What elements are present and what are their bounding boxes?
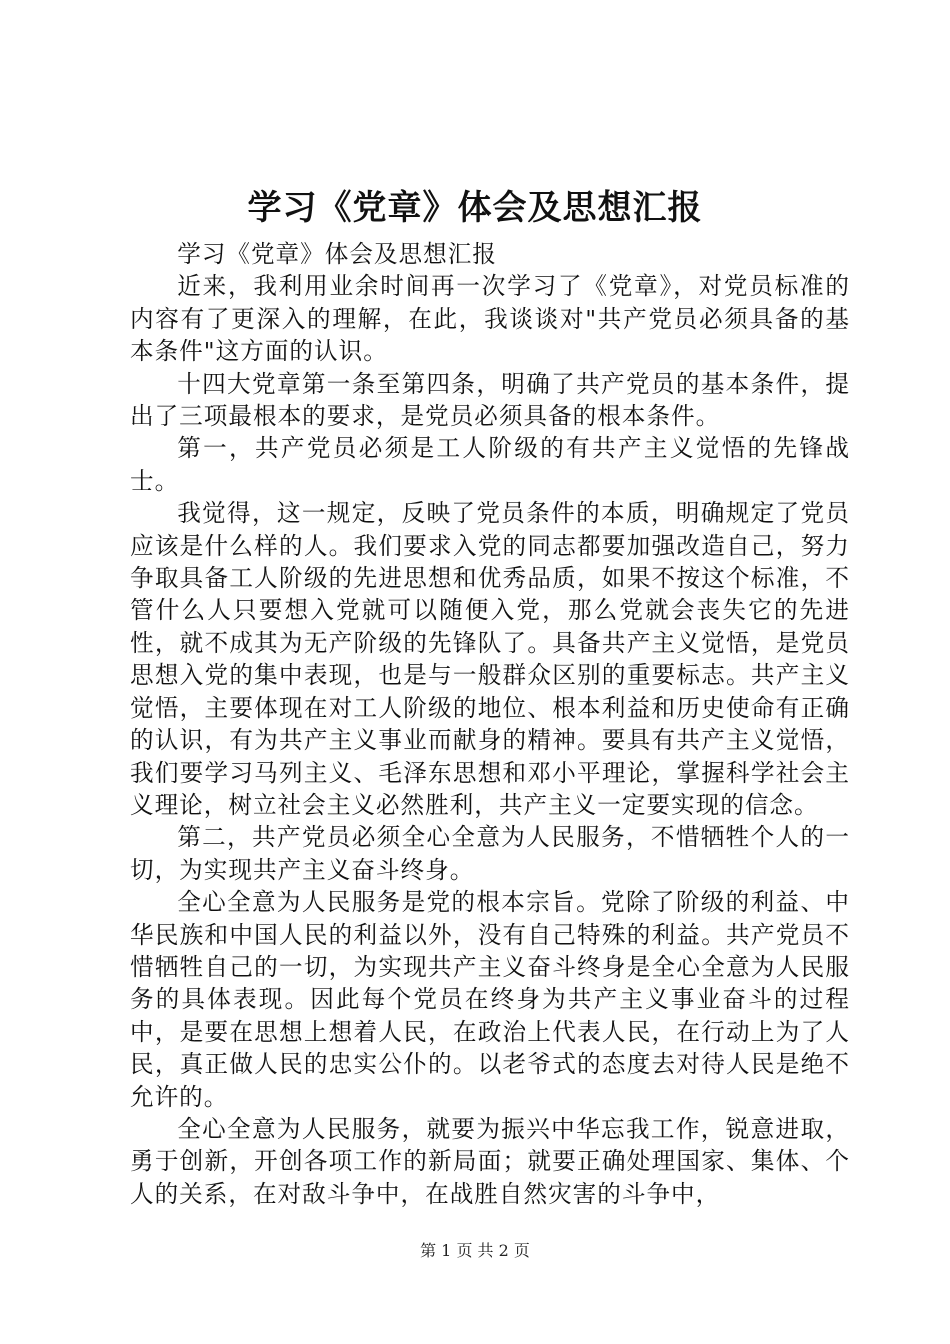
paragraph-point-two: 第二，共产党员必须全心全意为人民服务，不惜牺牲个人的一切，为实现共产主义奋斗终身。	[130, 823, 850, 884]
document-body	[130, 238, 850, 1210]
paragraph-point-one: 第一，共产党员必须是工人阶级的有共产主义觉悟的先锋战士。	[130, 434, 850, 495]
paragraph-point-two-discussion: 全心全意为人民服务是党的根本宗旨。党除了阶级的利益、中华民族和中国人民的利益以外，没有自己特殊的利益。共产党员不惜牺牲自己的一切，为实现共产主义奋斗终身是全心全意为人民服务的具体表现。因此每个党员在终身为共产主义事业奋斗的过程中，是要在思想上想着人民，在政治上代表人民，在行动上为了人民，真正做人民的忠实公仆的。以老爷式的态度去对待人民是绝不允许的。	[130, 888, 850, 1111]
paragraph-intro: 近来，我利用业余时间再一次学习了《党章》，对党员标准的内容有了更深入的理解，在此，我谈谈对"共产党员必须具备的基本条件"这方面的认识。	[130, 272, 850, 366]
page-number-footer: 第 1 页 共 2 页	[420, 1241, 530, 1260]
document-title: 学习《党章》体会及思想汇报	[247, 188, 703, 228]
paragraph-overview: 十四大党章第一条至第四条，明确了共产党员的基本条件，提出了三项最根本的要求，是党员必须具备的根本条件。	[130, 369, 850, 431]
paragraph-service-discussion: 全心全意为人民服务，就要为振兴中华忘我工作，锐意进取，勇于创新，开创各项工作的新局面；就要正确处理国家、集体、个人的关系，在对敌斗争中，在战胜自然灾害的斗争中，	[130, 1114, 850, 1208]
paragraph-subtitle: 学习《党章》体会及思想汇报	[177, 240, 497, 268]
paragraph-point-one-discussion: 我觉得，这一规定，反映了党员条件的本质，明确规定了党员应该是什么样的人。我们要求入党的同志都要加强改造自己，努力争取具备工人阶级的先进思想和优秀品质，如果不按这个标准，不管什么人只要想入党就可以随便入党，那么党就会丧失它的先进性，就不成其为无产阶级的先锋队了。具备共产主义觉悟，是党员思想入党的集中表现，也是与一般群众区别的重要标志。共产主义觉悟，主要体现在对工人阶级的地位、根本利益和历史使命有正确的认识，有为共产主义事业而献身的精神。要具有共产主义觉悟，我们要学习马列主义、毛泽东思想和邓小平理论，掌握科学社会主义理论，树立社会主义必然胜利，共产主义一定要实现的信念。	[130, 499, 850, 819]
